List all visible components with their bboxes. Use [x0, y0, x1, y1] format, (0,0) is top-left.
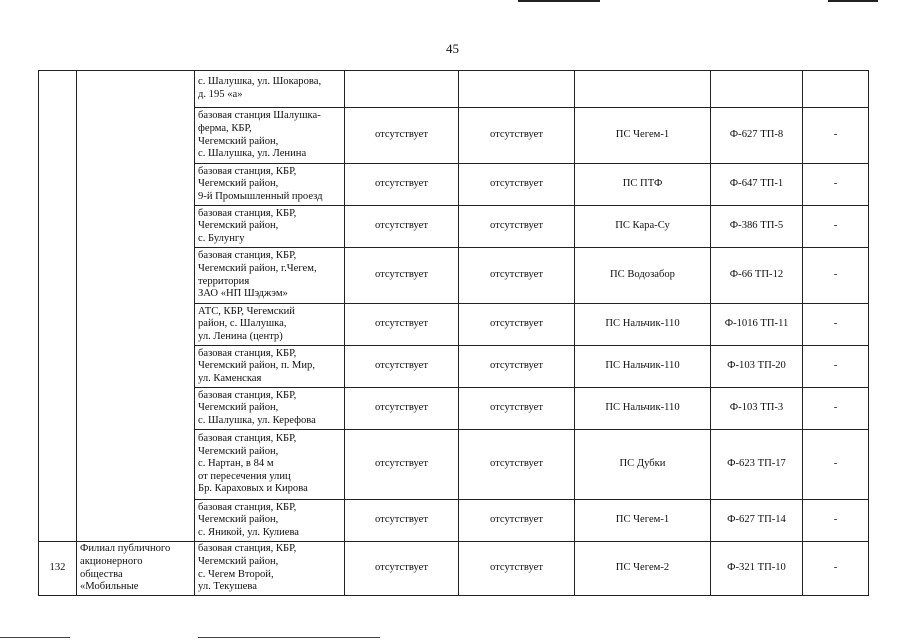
address-cell — [195, 304, 345, 346]
note-cell: - — [803, 542, 869, 596]
status-cell-1: отсутствует — [345, 164, 459, 206]
address-line: ул. Ленина (центр) — [198, 330, 283, 342]
address-line: Чегемский район, п. Мир, — [198, 360, 315, 372]
address-line: базовая станция, КБР, — [198, 250, 297, 262]
page-number: 45 — [446, 41, 459, 56]
bottom-rule-left — [0, 637, 70, 638]
substation-cell: ПС Дубки — [575, 430, 711, 500]
status-cell-1: отсутствует — [345, 206, 459, 248]
note-cell: - — [803, 206, 869, 248]
status-cell-1: отсутствует — [345, 500, 459, 542]
status-cell-2 — [459, 71, 575, 108]
note-cell: - — [803, 164, 869, 206]
status-cell-1: отсутствует — [345, 108, 459, 164]
note-cell: - — [803, 108, 869, 164]
address-line: Чегемский район, — [198, 135, 279, 147]
address-line: с. Шалушка, ул. Ленина — [198, 148, 307, 160]
note-cell — [803, 71, 869, 108]
address-line: с. Шалушка, ул. Шокарова, — [198, 76, 322, 88]
status-cell-1: отсутствует — [345, 430, 459, 500]
organization-cell — [77, 71, 195, 542]
organization-cell — [77, 542, 195, 596]
address-line: ЗАО «НП Шэджэм» — [198, 288, 288, 300]
address-line: с. Шалушка, ул. Керефова — [198, 414, 316, 426]
address-cell — [195, 388, 345, 430]
substation-cell: ПС Нальчик-110 — [575, 304, 711, 346]
address-line: базовая станция, КБР, — [198, 207, 297, 219]
substation-cell: ПС Чегем-1 — [575, 108, 711, 164]
address-line: ферма, КБР, — [198, 122, 252, 134]
address-line: Бр. Караховых и Кирова — [198, 483, 308, 495]
note-cell: - — [803, 346, 869, 388]
address-line: район, с. Шалушка, — [198, 318, 287, 330]
substation-cell: ПС Чегем-1 — [575, 500, 711, 542]
organization-line: общества — [80, 568, 123, 580]
feeder-cell: Ф-623 ТП-17 — [711, 430, 803, 500]
address-line: базовая станция, КБР, — [198, 389, 297, 401]
status-cell-2: отсутствует — [459, 430, 575, 500]
feeder-cell: Ф-1016 ТП-11 — [711, 304, 803, 346]
status-cell-1: отсутствует — [345, 304, 459, 346]
substation-cell: ПС Нальчик-110 — [575, 388, 711, 430]
address-line: базовая станция, КБР, — [198, 501, 297, 513]
address-cell — [195, 164, 345, 206]
address-line: Чегемский район, — [198, 402, 279, 414]
table-row — [39, 542, 869, 596]
top-rule-left — [518, 0, 600, 2]
table-row — [39, 71, 869, 108]
status-cell-2: отсутствует — [459, 500, 575, 542]
status-cell-2: отсутствует — [459, 164, 575, 206]
status-cell-2: отсутствует — [459, 108, 575, 164]
substation-cell: ПС Кара-Су — [575, 206, 711, 248]
address-line: базовая станция, КБР, — [198, 347, 297, 359]
status-cell-2: отсутствует — [459, 542, 575, 596]
feeder-cell: Ф-647 ТП-1 — [711, 164, 803, 206]
address-line: базовая станция, КБР, — [198, 165, 297, 177]
address-line: Чегемский район, — [198, 445, 279, 457]
top-rule-right — [828, 0, 878, 2]
status-cell-2: отсутствует — [459, 206, 575, 248]
address-line: от пересечения улиц — [198, 470, 291, 482]
address-line: АТС, КБР, Чегемский — [198, 305, 295, 317]
feeder-cell: Ф-66 ТП-12 — [711, 248, 803, 304]
address-line: 9-й Промышленный проезд — [198, 190, 323, 202]
feeder-cell: Ф-321 ТП-10 — [711, 542, 803, 596]
substation-cell — [575, 71, 711, 108]
status-cell-1: отсутствует — [345, 248, 459, 304]
status-cell-1 — [345, 71, 459, 108]
address-cell — [195, 346, 345, 388]
data-table — [38, 70, 869, 596]
organization-line: «Мобильные — [80, 581, 139, 593]
bottom-rule-center — [198, 637, 380, 638]
address-line: Чегемский район, — [198, 555, 279, 567]
address-line: базовая станция, КБР, — [198, 543, 297, 555]
address-cell — [195, 248, 345, 304]
table-body — [39, 71, 869, 596]
organization-line: Филиал публичного — [80, 543, 171, 555]
row-number-cell: 132 — [39, 542, 77, 596]
status-cell-1: отсутствует — [345, 388, 459, 430]
row-number-cell — [39, 71, 77, 542]
note-cell: - — [803, 430, 869, 500]
address-line: с. Чегем Второй, — [198, 568, 274, 580]
address-line: территория — [198, 275, 250, 287]
feeder-cell: Ф-627 ТП-8 — [711, 108, 803, 164]
address-line: Чегемский район, — [198, 514, 279, 526]
feeder-cell: Ф-386 ТП-5 — [711, 206, 803, 248]
address-line: Чегемский район, — [198, 178, 279, 190]
address-cell — [195, 71, 345, 108]
status-cell-2: отсутствует — [459, 304, 575, 346]
feeder-cell: Ф-103 ТП-20 — [711, 346, 803, 388]
status-cell-2: отсутствует — [459, 346, 575, 388]
substation-cell: ПС Чегем-2 — [575, 542, 711, 596]
feeder-cell: Ф-103 ТП-3 — [711, 388, 803, 430]
address-cell — [195, 542, 345, 596]
note-cell: - — [803, 388, 869, 430]
feeder-cell — [711, 71, 803, 108]
note-cell: - — [803, 500, 869, 542]
address-line: ул. Каменская — [198, 372, 262, 384]
note-cell: - — [803, 248, 869, 304]
address-line: ул. Текушева — [198, 581, 257, 593]
status-cell-1: отсутствует — [345, 346, 459, 388]
substation-cell: ПС Водозабор — [575, 248, 711, 304]
address-line: с. Яникой, ул. Кулиева — [198, 526, 300, 538]
address-line: Чегемский район, г.Чегем, — [198, 262, 317, 274]
address-cell — [195, 500, 345, 542]
note-cell: - — [803, 304, 869, 346]
address-line: с. Булунгу — [198, 232, 245, 244]
address-cell — [195, 206, 345, 248]
address-line: д. 195 «а» — [198, 89, 243, 100]
substation-cell: ПС ПТФ — [575, 164, 711, 206]
organization-line: акционерного — [80, 555, 143, 567]
address-line: Чегемский район, — [198, 220, 279, 232]
status-cell-1: отсутствует — [345, 542, 459, 596]
substation-cell: ПС Нальчик-110 — [575, 346, 711, 388]
address-cell — [195, 108, 345, 164]
address-line: с. Нартан, в 84 м — [198, 458, 274, 470]
status-cell-2: отсутствует — [459, 248, 575, 304]
address-line: базовая станция Шалушка- — [198, 110, 321, 122]
address-line: базовая станция, КБР, — [198, 433, 297, 445]
status-cell-2: отсутствует — [459, 388, 575, 430]
feeder-cell: Ф-627 ТП-14 — [711, 500, 803, 542]
address-cell — [195, 430, 345, 500]
